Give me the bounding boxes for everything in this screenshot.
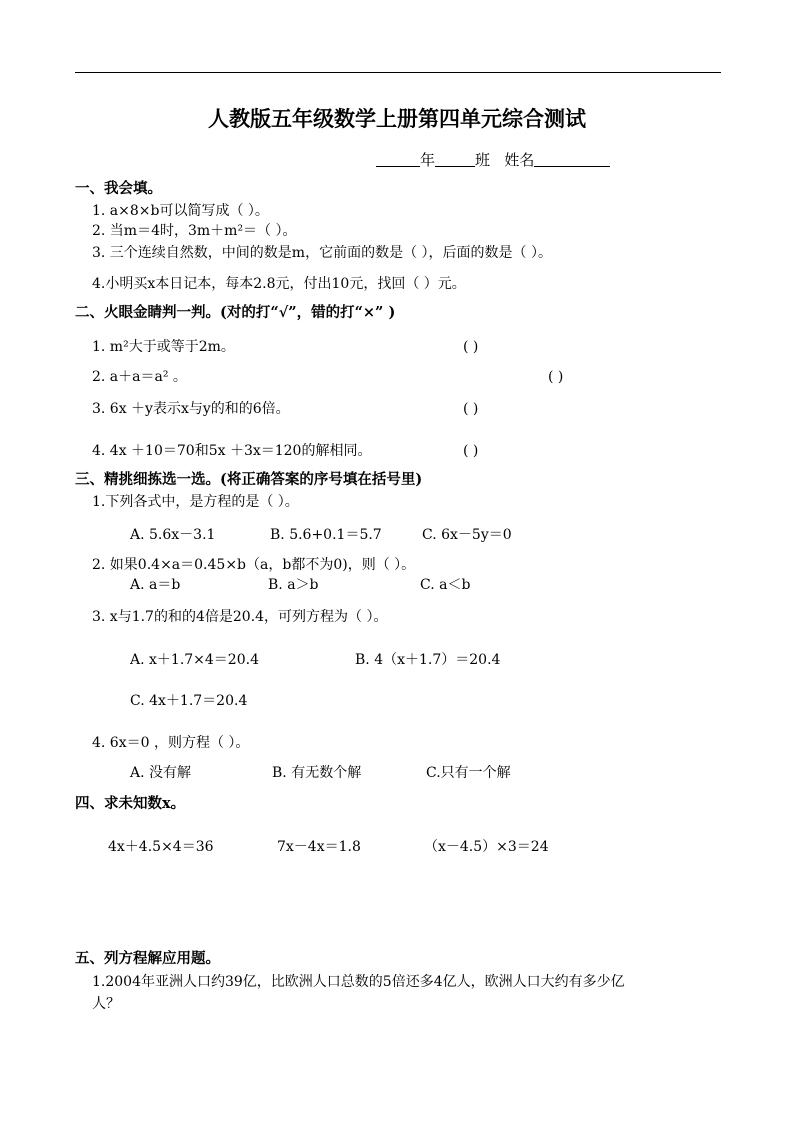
choice-option[interactable]: B. 5.6+0.1＝5.7 [270, 527, 382, 543]
section-2-heading: 二、火眼金睛判一判。(对的打“√”，错的打“×” ) [75, 304, 396, 321]
choice-option[interactable]: B. 有无数个解 [272, 765, 362, 781]
choice-option[interactable]: C. a＜b [420, 577, 471, 593]
word-problem-line: 人？ [92, 996, 120, 1012]
section-1-item: 3. 三个连续自然数，中间的数是m，它前面的数是（ ），后面的数是（ ）。 [92, 245, 552, 261]
judge-answer-parens[interactable]: ( ) [463, 339, 479, 355]
judge-item-text: 3. 6x ＋y表示x与y的和的6倍。 [92, 401, 290, 417]
judge-answer-parens[interactable]: ( ) [463, 443, 479, 459]
choice-option[interactable]: B. a＞b [268, 577, 319, 593]
choice-question-stem: 3. x与1.7的和的4倍是20.4，可列方程为（ ）。 [92, 609, 388, 625]
name-blank[interactable] [534, 152, 610, 167]
choice-option[interactable]: C. 6x－5y＝0 [422, 527, 512, 543]
section-5-heading: 五、列方程解应用题。 [75, 950, 220, 967]
grade-label: 年 [420, 151, 436, 169]
choice-question-stem: 2. 如果0.4×a＝0.45×b（a，b都不为0)，则（ ）。 [92, 557, 416, 573]
judge-answer-parens[interactable]: ( ) [548, 369, 564, 385]
judge-item-text: 2. a＋a＝a² 。 [92, 369, 187, 385]
choice-option[interactable]: A. x＋1.7×4＝20.4 [130, 652, 259, 668]
grade-blank[interactable] [376, 152, 420, 167]
judge-answer-parens[interactable]: ( ) [463, 401, 479, 417]
section-1-item: 4.小明买x本日记本，每本2.8元，付出10元，找回（ ）元。 [92, 276, 466, 292]
choice-option[interactable]: C. 4x＋1.7＝20.4 [130, 693, 248, 709]
choice-option[interactable]: A. 没有解 [130, 765, 192, 781]
class-blank[interactable] [435, 152, 475, 167]
equation: 7x－4x＝1.8 [277, 839, 361, 855]
equation: （x－4.5）×3＝24 [424, 839, 549, 855]
class-label: 班 [475, 151, 491, 169]
section-1-item: 1. a×8×b可以简写成（ ）。 [92, 203, 269, 219]
section-4-heading: 四、求未知数x。 [75, 795, 186, 812]
name-label: 姓名 [504, 151, 535, 169]
choice-option[interactable]: A. a＝b [130, 577, 181, 593]
page-title: 人教版五年级数学上册第四单元综合测试 [208, 106, 586, 131]
choice-question-stem: 1.下列各式中，是方程的是（ ）。 [92, 494, 299, 510]
judge-item-text: 4. 4x ＋10＝70和5x ＋3x＝120的解相同。 [92, 443, 372, 459]
choice-question-stem: 4. 6x＝0 ，则方程（ ）。 [92, 735, 250, 751]
student-info-line [376, 151, 610, 169]
choice-option[interactable]: B. 4（x＋1.7）＝20.4 [355, 652, 501, 668]
top-rule [75, 72, 721, 73]
section-1-heading: 一、我会填。 [75, 180, 162, 197]
word-problem-line: 1.2004年亚洲人口约39亿，比欧洲人口总数的5倍还多4亿人，欧洲人口大约有多少亿 [92, 974, 625, 990]
judge-item-text: 1. m²大于或等于2m。 [92, 339, 235, 355]
equation: 4x＋4.5×4＝36 [108, 839, 214, 855]
choice-option[interactable]: C.只有一个解 [426, 765, 511, 781]
choice-option[interactable]: A. 5.6x－3.1 [130, 527, 216, 543]
section-1-item: 2. 当m＝4时，3m＋m²＝（ ）。 [92, 223, 297, 239]
section-3-heading: 三、精挑细拣选一选。(将正确答案的序号填在括号里) [75, 471, 423, 488]
